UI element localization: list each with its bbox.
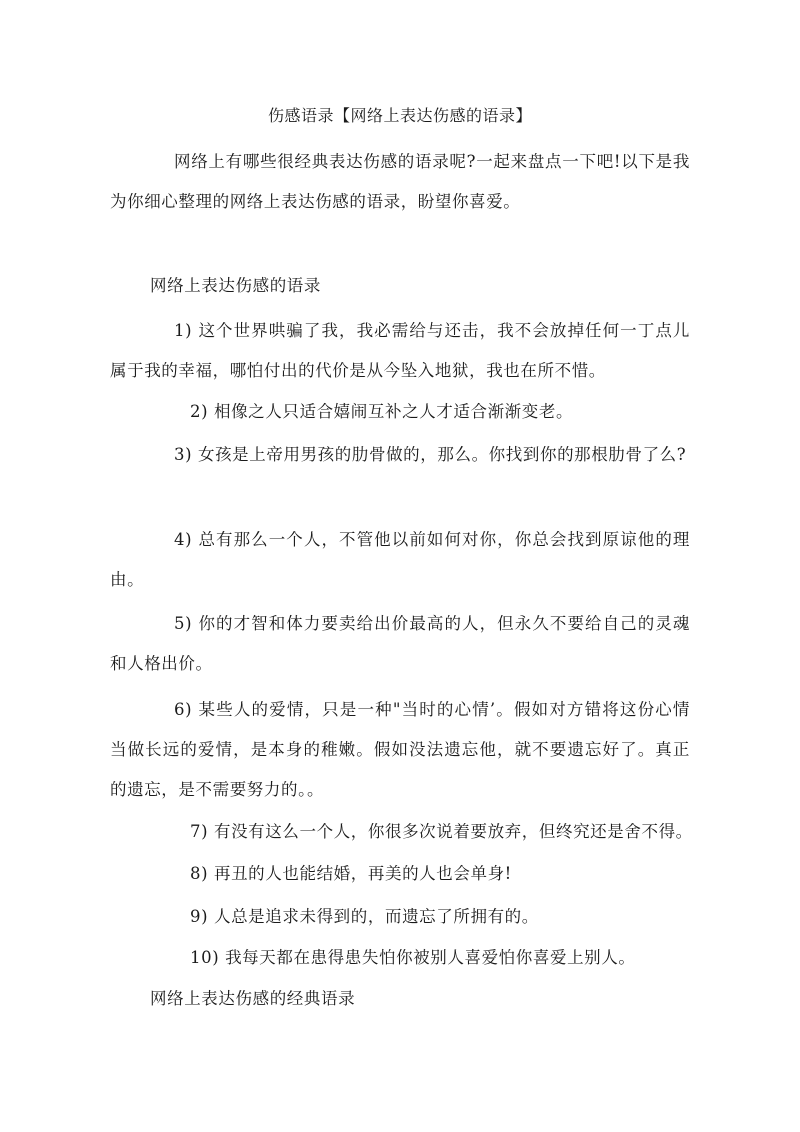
list-item: 3) 女孩是上帝用男孩的肋骨做的，那么。你找到你的那根肋骨了么? <box>174 445 687 464</box>
list-item: 9) 人总是追求未得到的，而遗忘了所拥有的。 <box>190 907 539 926</box>
list-item: 8) 再丑的人也能结婚，再美的人也会单身! <box>190 864 512 883</box>
document-title: 伤感语录【网络上表达伤感的语录】 <box>267 106 532 125</box>
list-item: 10) 我每天都在患得患失怕你被别人喜爱怕你喜爱上别人。 <box>190 948 636 967</box>
section-heading-2: 网络上表达伤感的经典语录 <box>150 989 356 1008</box>
list-item: 2) 相像之人只适合嬉闹互补之人才适合渐渐变老。 <box>190 402 574 421</box>
list-item: 6) 某些人的爱情，只是一种"当时的心情’。假如对方错将这份心情当做长远的爱情，是本身的稚嫩。假如没法遗忘他，就不要遗忘好了。真正的遗忘，是不需要努力的。。 <box>110 700 690 799</box>
intro-paragraph: 网络上有哪些很经典表达伤感的语录呢?一起来盘点一下吧!以下是我为你细心整理的网络上表达伤感的语录，盼望你喜爱。 <box>110 152 690 211</box>
list-item: 1) 这个世界哄骗了我，我必需给与还击，我不会放掉任何一丁点儿属于我的幸福，哪怕付出的代价是从今坠入地狱，我也在所不惜。 <box>110 321 690 380</box>
section-heading-1: 网络上表达伤感的语录 <box>150 276 321 295</box>
list-item: 4) 总有那么一个人，不管他以前如何对你，你总会找到原谅他的理由。 <box>110 530 690 589</box>
list-item: 5) 你的才智和体力要卖给出价最高的人，但永久不要给自己的灵魂和人格出价。 <box>110 614 690 673</box>
list-item: 7) 有没有这么一个人，你很多次说着要放弃，但终究还是舍不得。 <box>190 822 693 841</box>
